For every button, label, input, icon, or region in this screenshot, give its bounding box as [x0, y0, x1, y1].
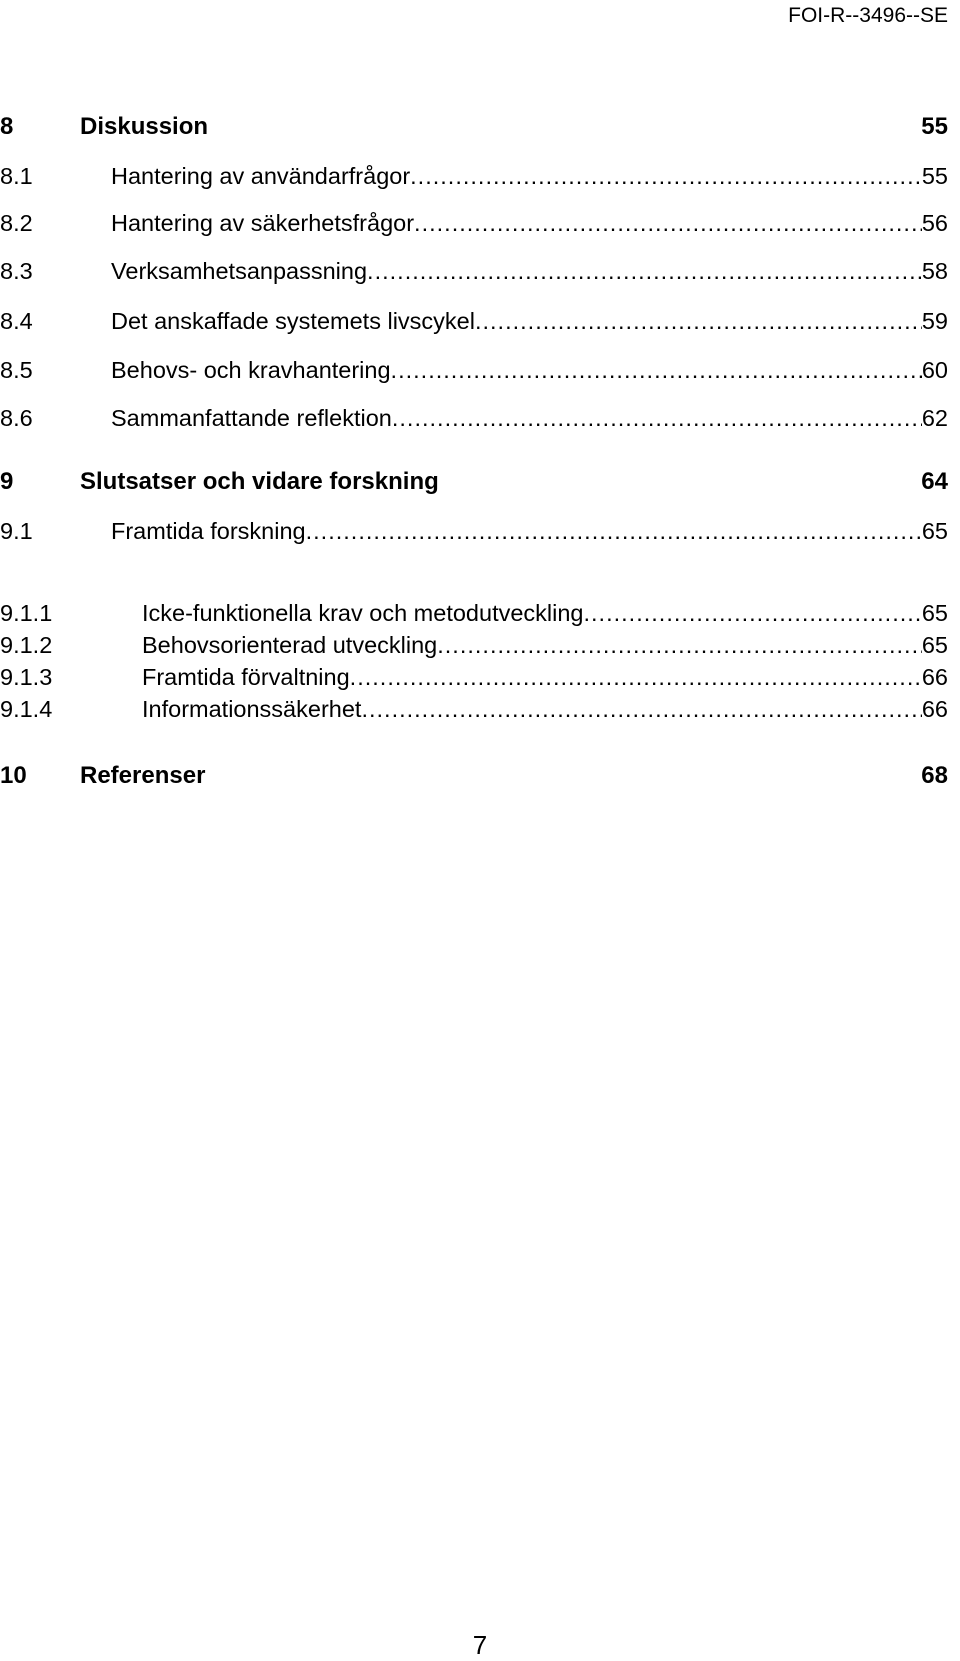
toc-leader — [367, 258, 922, 285]
toc-number: 8 — [0, 113, 14, 140]
toc-entry-9-1-4[interactable] — [0, 696, 948, 723]
toc-title: Sammanfattande reflektion — [111, 405, 392, 431]
toc-page: 66 — [921, 696, 948, 722]
toc-number: 8.5 — [0, 357, 33, 383]
toc-page: 56 — [921, 210, 948, 236]
toc-title: Informationssäkerhet — [142, 696, 362, 722]
report-id: FOI-R--3496--SE — [788, 4, 948, 27]
toc-title: Det anskaffade systemets livscykel — [111, 308, 475, 334]
toc-title: Referenser — [80, 762, 206, 789]
page-number: 7 — [472, 1630, 488, 1660]
toc-entry-9[interactable] — [0, 468, 948, 496]
toc-leader — [410, 163, 922, 190]
toc-title: Behovs- och kravhantering — [111, 357, 391, 383]
toc-title: Behovsorienterad utveckling — [142, 632, 438, 658]
toc-entry-8-5[interactable] — [0, 357, 948, 384]
toc-page: 55 — [921, 163, 948, 189]
toc-number: 8.6 — [0, 405, 33, 431]
toc-entry-9-1-2[interactable] — [0, 632, 948, 659]
toc-title: Framtida forskning — [111, 518, 306, 544]
toc-entry-8[interactable] — [0, 113, 948, 141]
toc-page: 62 — [921, 405, 948, 431]
toc-page: 55 — [921, 113, 948, 140]
toc-number: 8.1 — [0, 163, 33, 189]
toc-leader — [392, 405, 922, 432]
toc-entry-9-1[interactable] — [0, 518, 948, 545]
toc-page: 65 — [921, 518, 948, 544]
toc-title: Icke-funktionella krav och metodutveckling — [142, 600, 584, 626]
toc-page: 64 — [921, 468, 948, 495]
toc-entry-9-1-3[interactable] — [0, 664, 948, 691]
toc-number: 8.4 — [0, 308, 33, 334]
toc-number: 9.1.2 — [0, 632, 53, 658]
toc-leader — [306, 518, 922, 545]
toc-title: Hantering av säkerhetsfrågor — [111, 210, 415, 236]
toc-title: Slutsatser och vidare forskning — [80, 468, 439, 495]
toc-page: 65 — [921, 600, 948, 626]
toc-number: 9 — [0, 468, 14, 495]
toc-page: 65 — [921, 632, 948, 658]
toc-leader — [475, 308, 922, 335]
toc-title: Framtida förvaltning — [142, 664, 350, 690]
toc-leader — [350, 664, 922, 691]
toc-leader — [437, 632, 922, 659]
toc-page: 66 — [921, 664, 948, 690]
toc-entry-10[interactable] — [0, 762, 948, 790]
toc-entry-8-6[interactable] — [0, 405, 948, 432]
toc-number: 9.1.4 — [0, 696, 53, 722]
toc-title: Diskussion — [80, 113, 209, 140]
toc-leader — [391, 357, 922, 384]
toc-entry-8-3[interactable] — [0, 258, 948, 285]
toc-leader — [361, 696, 921, 723]
toc-entry-8-1[interactable] — [0, 163, 948, 190]
toc-page: 68 — [921, 762, 948, 789]
toc-number: 9.1.1 — [0, 600, 53, 626]
toc-title: Hantering av användarfrågor — [111, 163, 411, 189]
toc-page: 59 — [921, 308, 948, 334]
toc-number: 9.1.3 — [0, 664, 53, 690]
toc-entry-8-4[interactable] — [0, 308, 948, 335]
toc-number: 10 — [0, 762, 27, 789]
toc-leader — [584, 600, 922, 627]
toc-title: Verksamhetsanpassning — [111, 258, 368, 284]
toc-entry-9-1-1[interactable] — [0, 600, 948, 627]
toc-leader — [414, 210, 922, 237]
toc-page: 60 — [921, 357, 948, 383]
toc-number: 8.2 — [0, 210, 33, 236]
toc-number: 8.3 — [0, 258, 33, 284]
toc-entry-8-2[interactable] — [0, 210, 948, 237]
toc-page: 58 — [921, 258, 948, 284]
toc-number: 9.1 — [0, 518, 33, 544]
